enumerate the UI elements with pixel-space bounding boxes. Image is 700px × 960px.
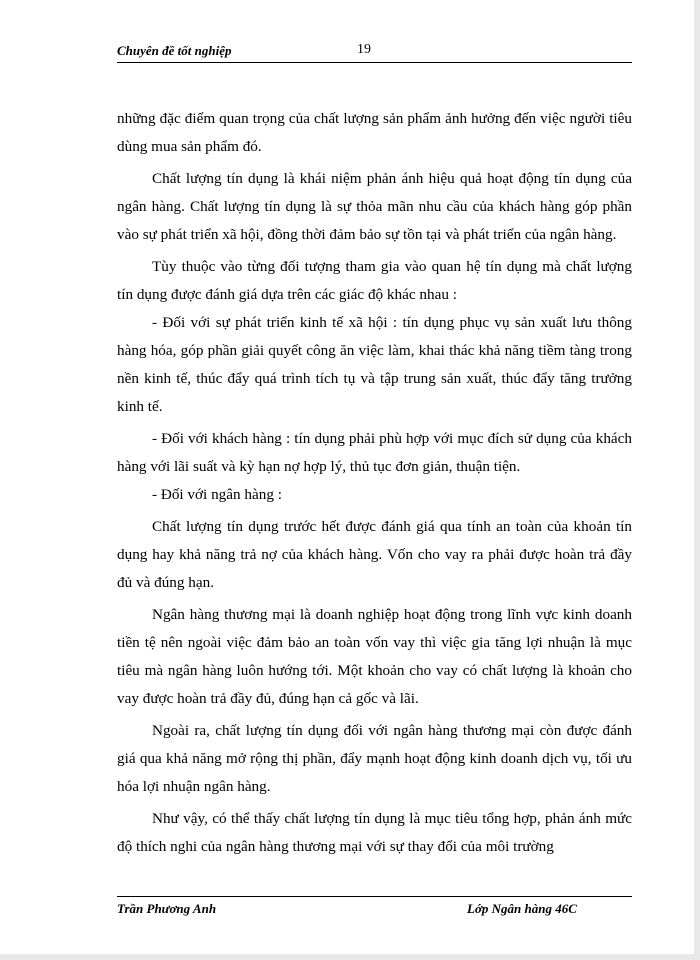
page-number: 19 — [357, 42, 371, 57]
document-body — [117, 105, 632, 861]
paragraph: Tùy thuộc vào từng đối tượng tham gia vào quan hệ tín dụng mà chất lượng tín dụng được đánh giá dựa trên các giác độ khác nhau : — [117, 258, 632, 303]
paragraph: - Đối với sự phát triển kinh tế xã hội : tín dụng phục vụ sản xuất lưu thông hàng hóa, góp phần giải quyết công ăn việc làm, khai thác khả năng tiềm tàng trong nền kinh tế, thúc đẩy quá trình tích tụ và tập trung sản xuất, thúc đẩy tăng trưởng kinh tế. — [117, 314, 632, 415]
page-footer — [117, 896, 632, 921]
paragraph: Chất lượng tín dụng là khái niệm phản ánh hiệu quả hoạt động tín dụng của ngân hàng. Chất lượng tín dụng là sự thỏa mãn nhu cầu của khách hàng góp phần vào sự phát triển xã hội, đồng thời đảm bảo sự tồn tại và phát triển của ngân hàng. — [117, 170, 632, 243]
paragraph: Chất lượng tín dụng trước hết được đánh giá qua tính an toàn của khoản tín dụng hay khả năng trả nợ của khách hàng. Vốn cho vay ra phải được hoàn trả đầy đủ và đúng hạn. — [117, 518, 632, 591]
paragraph: những đặc điểm quan trọng của chất lượng sản phẩm ảnh hưởng đến việc người tiêu dùng mua sản phẩm đó. — [117, 110, 632, 155]
paragraph: Ngân hàng thương mại là doanh nghiệp hoạt động trong lĩnh vực kinh doanh tiền tệ nên ngoài việc đảm bảo an toàn vốn vay thì việc gia tăng lợi nhuận là mục tiêu mà ngân hàng luôn hướng tới. Một khoản cho vay có chất lượng là khoản cho vay được hoàn trả đầy đủ, đúng hạn cả gốc và lãi. — [117, 606, 632, 707]
paragraph: - Đối với ngân hàng : — [152, 486, 282, 503]
author-name: Trần Phương Anh — [117, 901, 217, 916]
paragraph: Ngoài ra, chất lượng tín dụng đối với ngân hàng thương mại còn được đánh giá qua khả năng mở rộng thị phần, đẩy mạnh hoạt động kinh doanh dịch vụ, tối ưu hóa lợi nhuận ngân hàng. — [117, 722, 632, 795]
page-header — [117, 40, 632, 63]
class-name: Lớp Ngân hàng 46C — [467, 901, 577, 916]
paragraph: - Đối với khách hàng : tín dụng phải phù hợp với mục đích sử dụng của khách hàng với lãi suất và kỳ hạn nợ hợp lý, thủ tục đơn giản, thuận tiện. — [117, 430, 632, 475]
paragraph: Như vậy, có thể thấy chất lượng tín dụng là mục tiêu tổng hợp, phản ánh mức độ thích nghi của ngân hàng thương mại với sự thay đổi của môi trường — [117, 810, 632, 855]
document-title: Chuyên đề tốt nghiệp — [117, 43, 232, 58]
